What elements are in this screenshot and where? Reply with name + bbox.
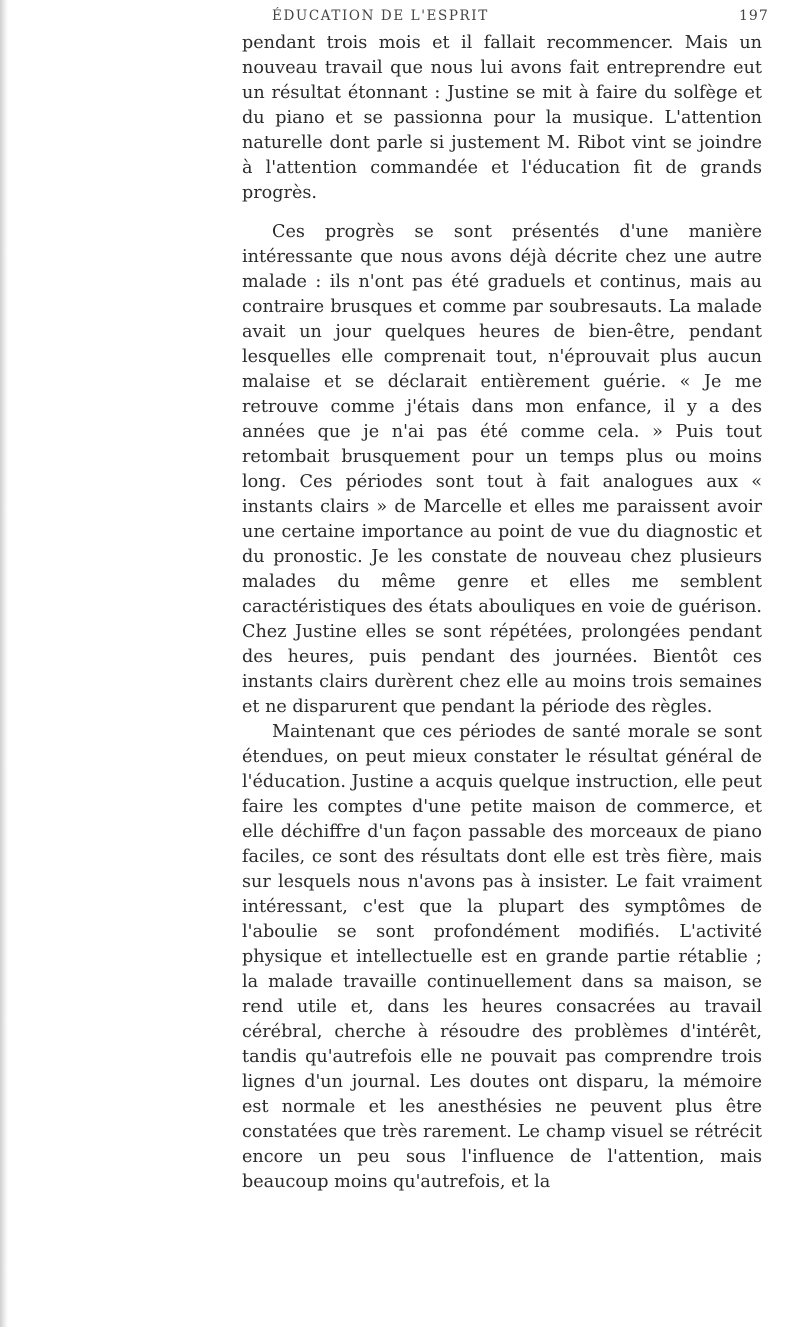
body-text bbox=[242, 31, 762, 1195]
paragraph-continued: pendant trois mois et il fallait recommencer. Mais un nouveau travail que nous lui avons fait entreprendre eut un résultat étonnant : Justine se mit à faire du solfège et du piano et se passionna pour la musique. L'attention naturelle dont parle si justement M. Ribot vint se joindre à l'attention commandée et l'éducation fit de grands progrès. bbox=[242, 33, 762, 203]
running-title: ÉDUCATION DE L'ESPRIT bbox=[272, 8, 489, 24]
paragraph-results: Maintenant que ces périodes de santé morale se sont étendues, on peut mieux constater le résultat général de l'éducation. Justine a acquis quelque instruction, elle peut faire les comptes d'une petite maison de commerce, et elle déchiffre d'un façon passable des morceaux de piano faciles, ce sont des résultats dont elle est très fière, mais sur lesquels nous n'avons pas à insister. Le fait vraiment intéressant, c'est que la plupart des symptômes de l'aboulie se sont profondément modifiés. L'activité physique et intellectuelle est en grande partie rétablie ; la malade travaille continuellement dans sa maison, se rend utile et, dans les heures consacrées au travail cérébral, cherche à résoudre des problèmes d'intérêt, tandis qu'autrefois elle ne pouvait pas comprendre trois lignes d'un journal. Les doutes ont disparu, la mémoire est normale et les anesthésies ne peuvent plus être constatées que très rarement. Le champ visuel se rétrécit encore un peu sous l'influence de l'attention, mais beaucoup moins qu'autrefois, et la bbox=[242, 722, 762, 1192]
page-number: 197 bbox=[739, 8, 769, 24]
paragraph-progress: Ces progrès se sont présentés d'une manière intéressante que nous avons déjà décrite chez une autre malade : ils n'ont pas été graduels et continus, mais au contraire brusques et comme par soubresauts. La malade avait un jour quelques heures de bien-être, pendant lesquelles elle comprenait tout, n'éprouvait plus aucun malaise et se déclarait entièrement guérie. « Je me retrouve comme j'étais dans mon enfance, il y a des années que je n'ai pas été comme cela. » Puis tout retombait brusquement pour un temps plus ou moins long. Ces périodes sont tout à fait analogues aux « instants clairs » de Marcelle et elles me paraissent avoir une certaine importance au point de vue du diagnostic et du pronostic. Je les constate de nouveau chez plusieurs malades du même genre et elles me semblent caractéristiques des états abouliques en voie de guérison. Chez Justine elles se sont répétées, prolongées pendant des heures, puis pendant des journées. Bientôt ces instants clairs durèrent chez elle au moins trois semaines et ne disparurent que pendant la période des règles. bbox=[242, 222, 762, 717]
